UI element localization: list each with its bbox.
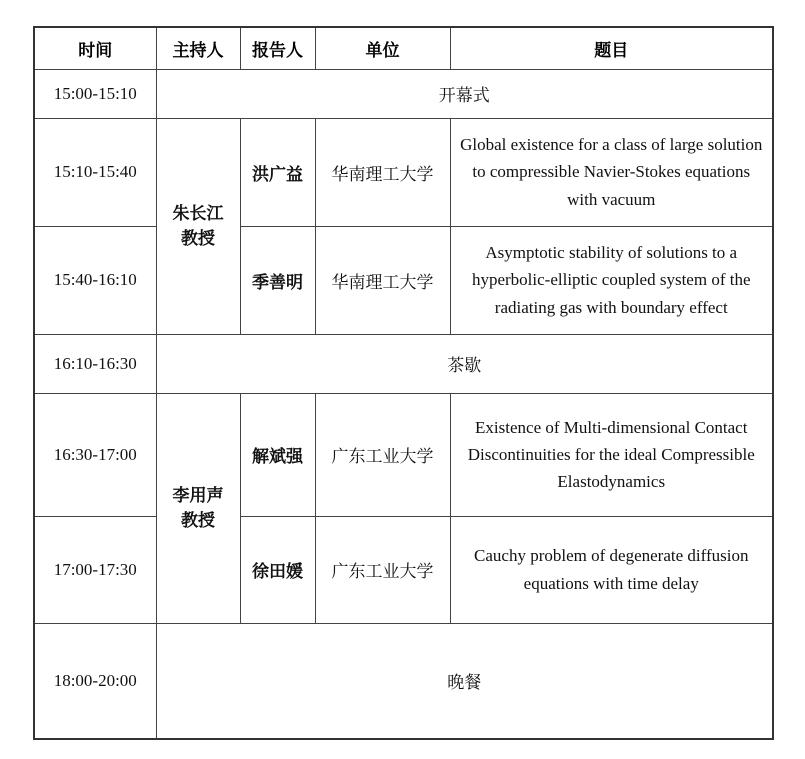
time-cell: 18:00-20:00 [34, 623, 156, 739]
header-row [34, 27, 773, 69]
table-row-tea-break [34, 334, 773, 393]
talk-title-cell: Existence of Multi-dimensional Contact Discontinuities for the ideal Compressible Elastodynamics [450, 393, 773, 516]
host-title: 教授 [181, 229, 215, 248]
time-cell: 16:30-17:00 [34, 393, 156, 516]
speaker-cell: 季善明 [240, 226, 315, 334]
col-header-time: 时间 [34, 27, 156, 69]
table-row-talk-3 [34, 393, 773, 516]
table-row-talk-2 [34, 226, 773, 334]
event-cell-tea-break: 茶歇 [156, 334, 773, 393]
event-cell-opening: 开幕式 [156, 69, 773, 118]
schedule-table [33, 26, 774, 740]
host-name: 朱长江 [172, 203, 224, 223]
col-header-title: 题目 [450, 27, 773, 69]
speaker-cell: 洪广益 [240, 118, 315, 226]
time-cell: 15:40-16:10 [34, 226, 156, 334]
table-row-dinner [34, 623, 773, 739]
talk-title-cell: Cauchy problem of degenerate diffusion equations with time delay [450, 516, 773, 623]
host-name: 李用声 [172, 485, 224, 505]
table-row-talk-4 [34, 516, 773, 623]
time-cell: 15:00-15:10 [34, 69, 156, 118]
col-header-speaker: 报告人 [240, 27, 315, 69]
speaker-cell: 徐田媛 [240, 516, 315, 623]
speaker-cell: 解斌强 [240, 393, 315, 516]
affiliation-cell: 华南理工大学 [315, 226, 450, 334]
time-cell: 15:10-15:40 [34, 118, 156, 226]
talk-title-cell: Global existence for a class of large solution to compressible Navier-Stokes equations with vacuum [450, 118, 773, 226]
host-cell [156, 393, 240, 623]
host-cell [156, 118, 240, 334]
time-cell: 17:00-17:30 [34, 516, 156, 623]
host-title: 教授 [181, 511, 215, 530]
event-cell-dinner: 晚餐 [156, 623, 773, 739]
col-header-affiliation: 单位 [315, 27, 450, 69]
affiliation-cell: 华南理工大学 [315, 118, 450, 226]
time-cell: 16:10-16:30 [34, 334, 156, 393]
table-row-opening [34, 69, 773, 118]
col-header-host: 主持人 [156, 27, 240, 69]
affiliation-cell: 广东工业大学 [315, 393, 450, 516]
affiliation-cell: 广东工业大学 [315, 516, 450, 623]
table-row-talk-1 [34, 118, 773, 226]
talk-title-cell: Asymptotic stability of solutions to a hyperbolic-elliptic coupled system of the radiating gas with boundary effect [450, 226, 773, 334]
